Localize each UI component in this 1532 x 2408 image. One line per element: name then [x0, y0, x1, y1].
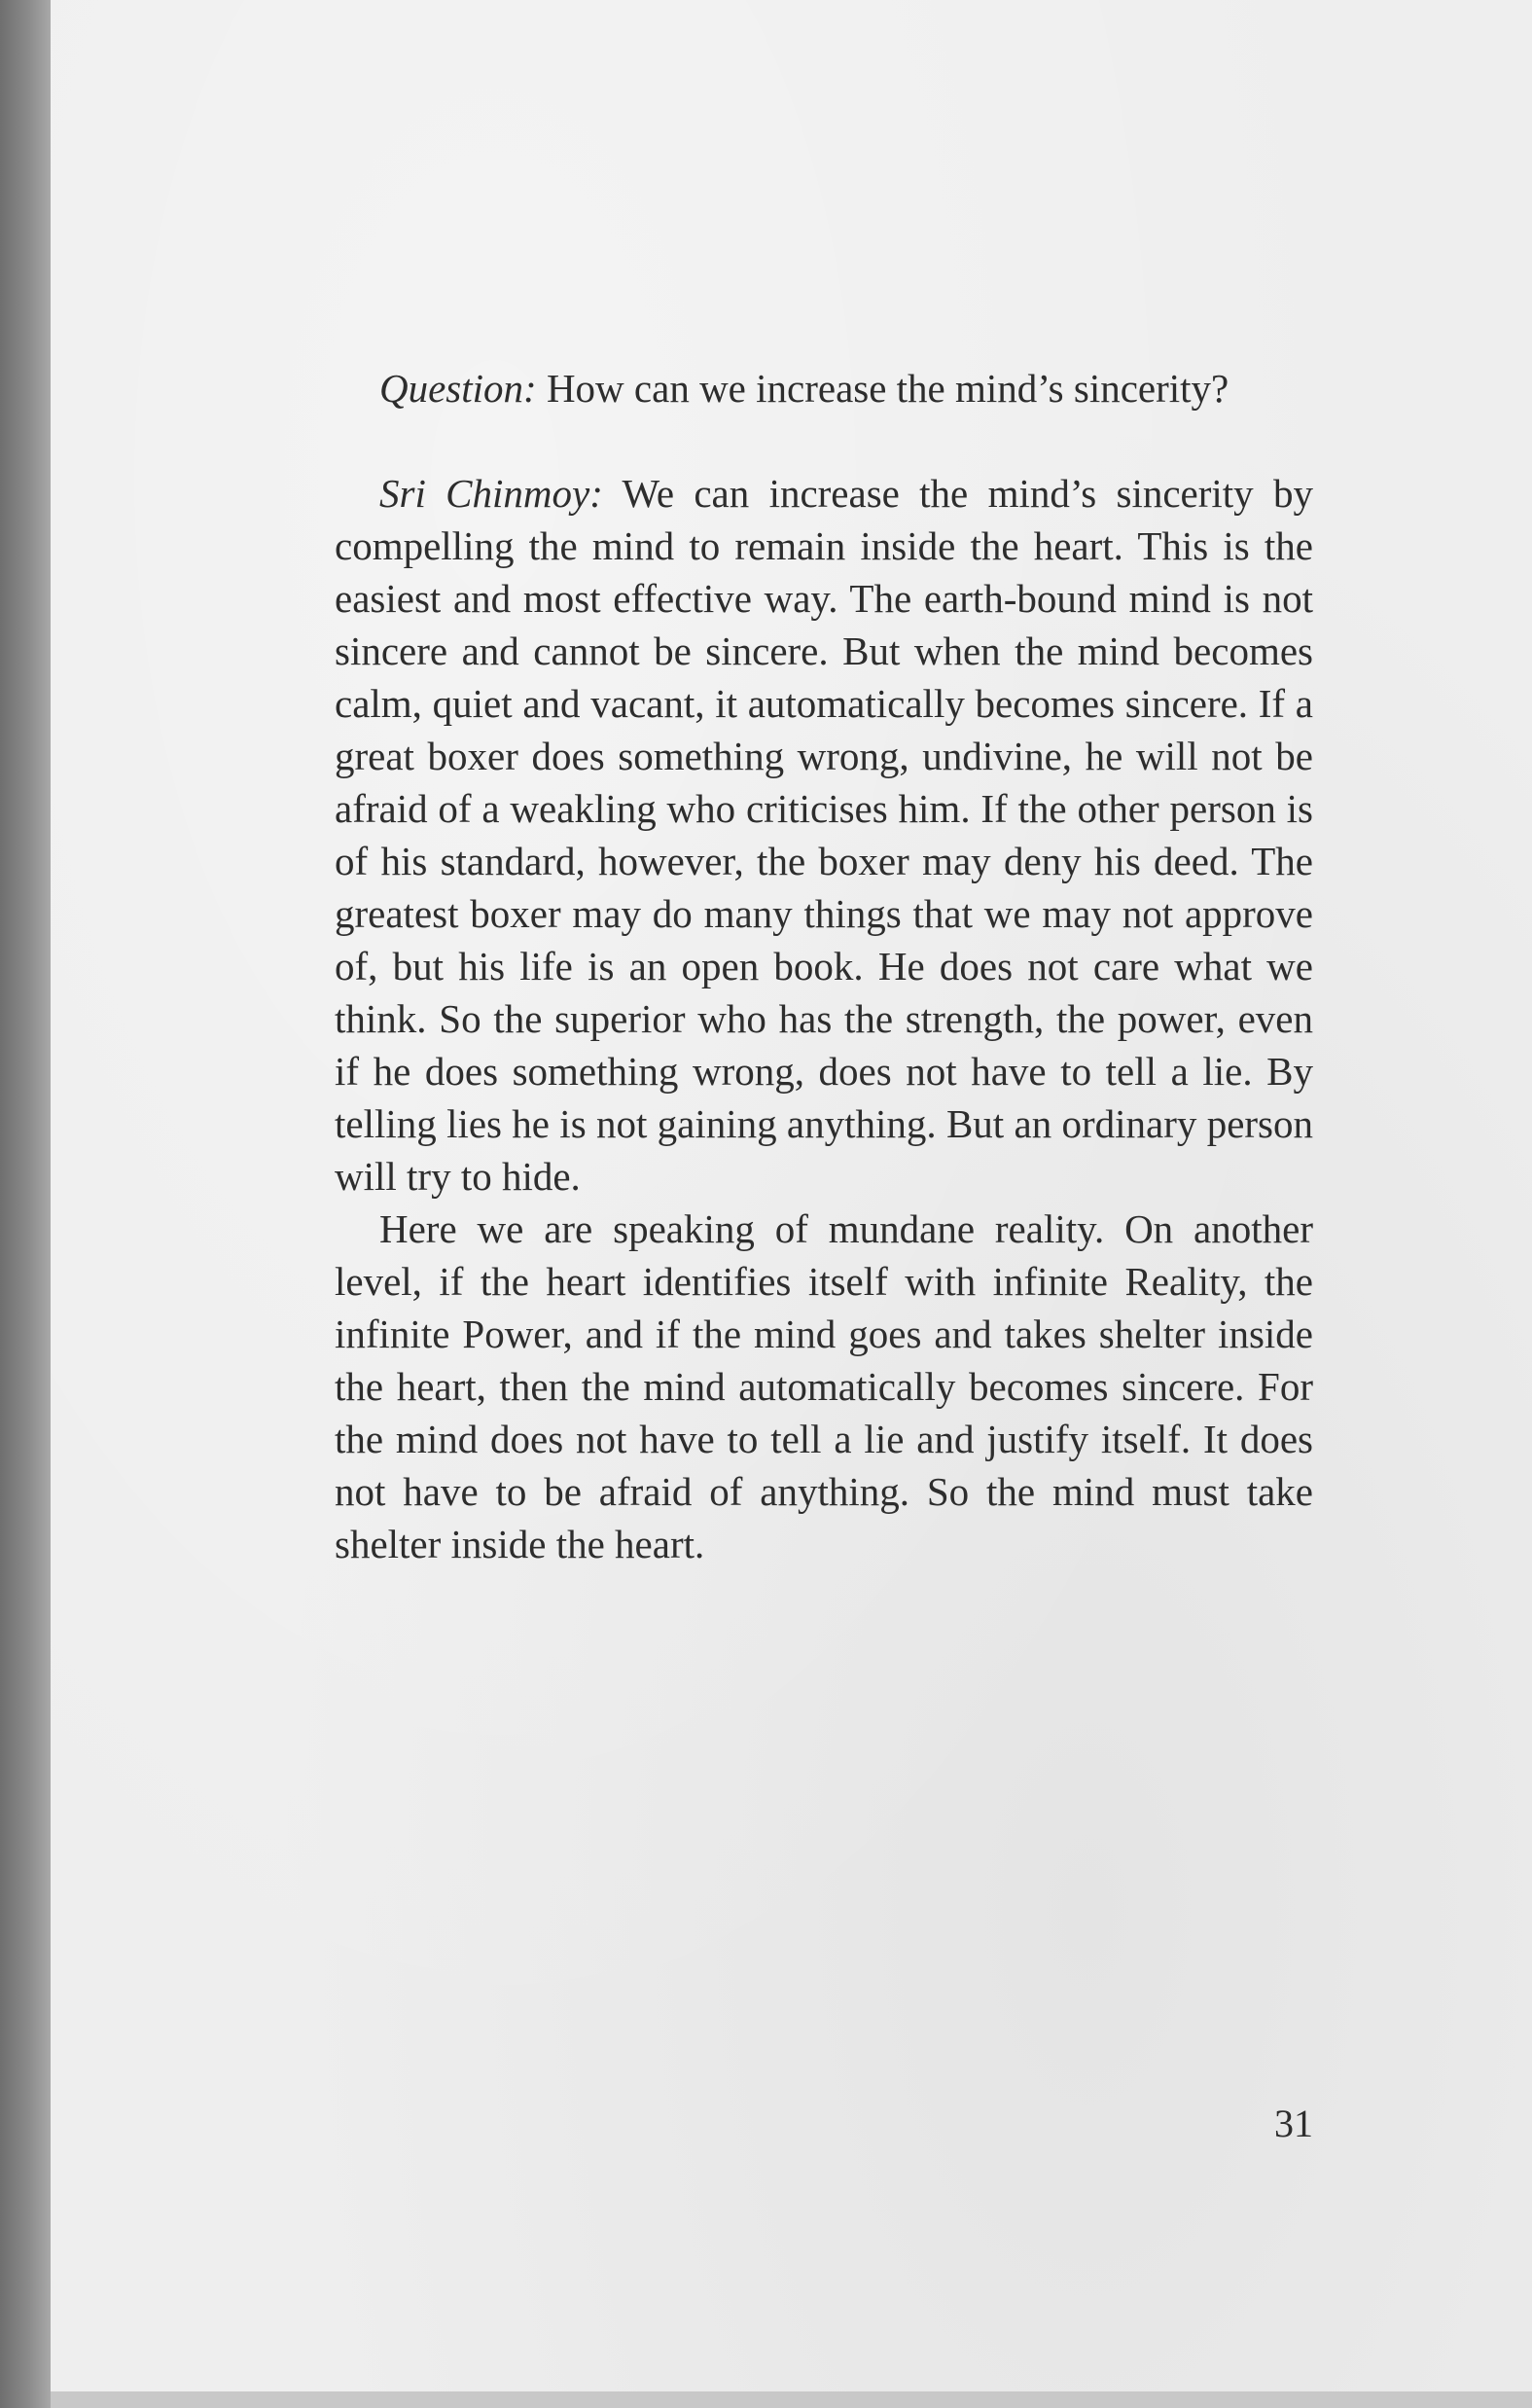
page-body-text — [335, 362, 1313, 1570]
question-text: How can we increase the mind’s sincerity? — [546, 366, 1229, 411]
page-bottom-edge — [51, 2391, 1532, 2408]
answer-continuation-text: Here we are speaking of mundane reality. On another level, if the heart identifies itself with infinite Reality, the infinite Power, and if the mind goes and takes shelter inside the heart, then the mind automatically becomes sincere. For the mind does not have to tell a lie and justify itself. It does not have to be afraid of anything. So the mind must take shelter inside the heart. — [335, 1206, 1313, 1566]
answer-continuation-paragraph — [335, 1203, 1313, 1570]
question-paragraph — [335, 362, 1313, 414]
scan-edge-shadow — [0, 0, 51, 2408]
page-number: 31 — [1274, 2102, 1313, 2145]
answer-speaker-label: Sri Chinmoy: — [379, 471, 603, 516]
question-speaker-label: Question: — [379, 366, 537, 411]
answer-paragraph — [335, 467, 1313, 1203]
answer-text: We can increase the mind’s sincerity by compelling the mind to remain inside the heart. This is the easiest and most effective way. The earth-bound mind is not sincere and cannot be sincere. But when the mind becomes calm, quiet and vacant, it automatically becomes sincere. If a great boxer does something wrong, undivine, he will not be afraid of a weakling who criticises him. If the other person is of his standard, however, the boxer may deny his deed. The greatest boxer may do many things that we may not approve of, but his life is an open book. He does not care what we think. So the superior who has the strength, the power, even if he does something wrong, does not have to tell a lie. By telling lies he is not gaining anything. But an ordinary person will try to hide. — [335, 471, 1313, 1199]
